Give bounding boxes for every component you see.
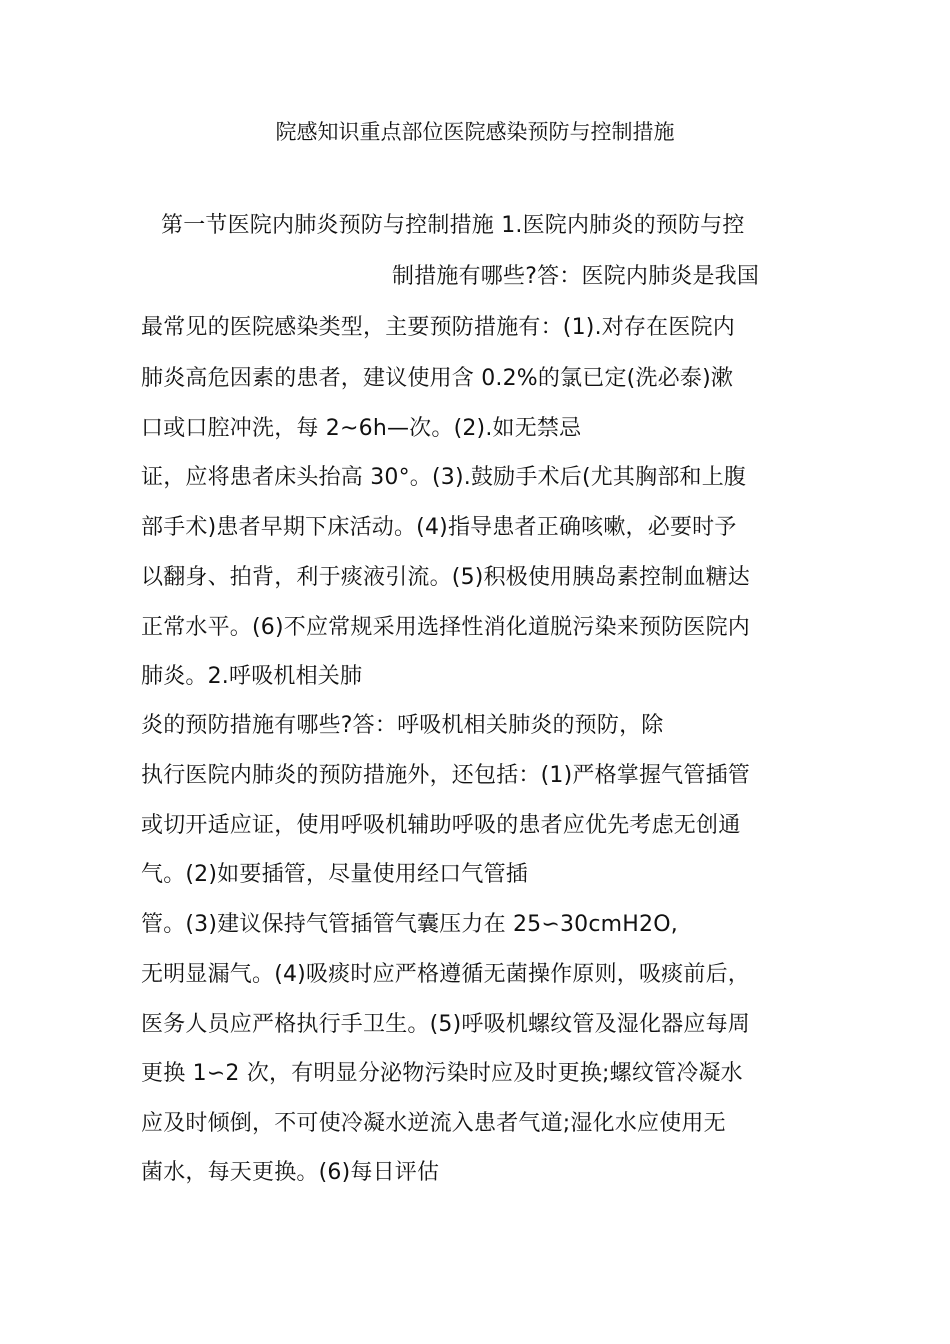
text-line: 更换 1∽2 次，有明显分泌物污染时应及时更换;螺纹管冷凝水 xyxy=(141,1061,743,1086)
text-line: 制措施有哪些?答：医院内肺炎是我国 xyxy=(392,264,760,289)
text-line: 证，应将患者床头抬高 30°。(3).鼓励手术后(尤其胸部和上腹 xyxy=(141,465,747,490)
text-line: 以翻身、拍背，利于痰液引流。(5)积极使用胰岛素控制血糖达 xyxy=(141,565,750,590)
text-line: 管。(3)建议保持气管插管气囊压力在 25∽30cmH2O, xyxy=(141,912,678,937)
text-line: 口或口腔冲洗，每 2~6h—次。(2).如无禁忌 xyxy=(141,416,582,441)
text-line: 医务人员应严格执行手卫生。(5)呼吸机螺纹管及湿化器应每周 xyxy=(141,1012,750,1037)
text-line: 第一节医院内肺炎预防与控制措施 1.医院内肺炎的预防与控 xyxy=(161,213,745,238)
text-line: 执行医院内肺炎的预防措施外，还包括：(1)严格掌握气管插管 xyxy=(141,763,750,788)
document-title: 院感知识重点部位医院感染预防与控制措施 xyxy=(275,120,675,144)
text-line: 气。(2)如要插管，尽量使用经口气管插 xyxy=(141,862,528,887)
text-line: 部手术)患者早期下床活动。(4)指导患者正确咳嗽，必要时予 xyxy=(141,515,737,540)
text-line: 肺炎高危因素的患者，建议使用含 0.2%的氯已定(洗必泰)漱 xyxy=(141,366,734,391)
text-line: 或切开适应证，使用呼吸机辅助呼吸的患者应优先考虑无创通 xyxy=(141,813,741,838)
text-line: 菌水，每天更换。(6)每日评估 xyxy=(141,1160,440,1185)
text-line: 应及时倾倒，不可使冷凝水逆流入患者气道;湿化水应使用无 xyxy=(141,1111,726,1136)
text-line: 最常见的医院感染类型，主要预防措施有：(1).对存在医院内 xyxy=(141,315,735,340)
text-line: 无明显漏气。(4)吸痰时应严格遵循无菌操作原则，吸痰前后， xyxy=(141,962,750,987)
text-line: 炎的预防措施有哪些?答：呼吸机相关肺炎的预防，除 xyxy=(141,713,664,738)
text-line: 肺炎。2.呼吸机相关肺 xyxy=(141,664,363,689)
text-line: 正常水平。(6)不应常规采用选择性消化道脱污染来预防医院内 xyxy=(141,615,750,640)
